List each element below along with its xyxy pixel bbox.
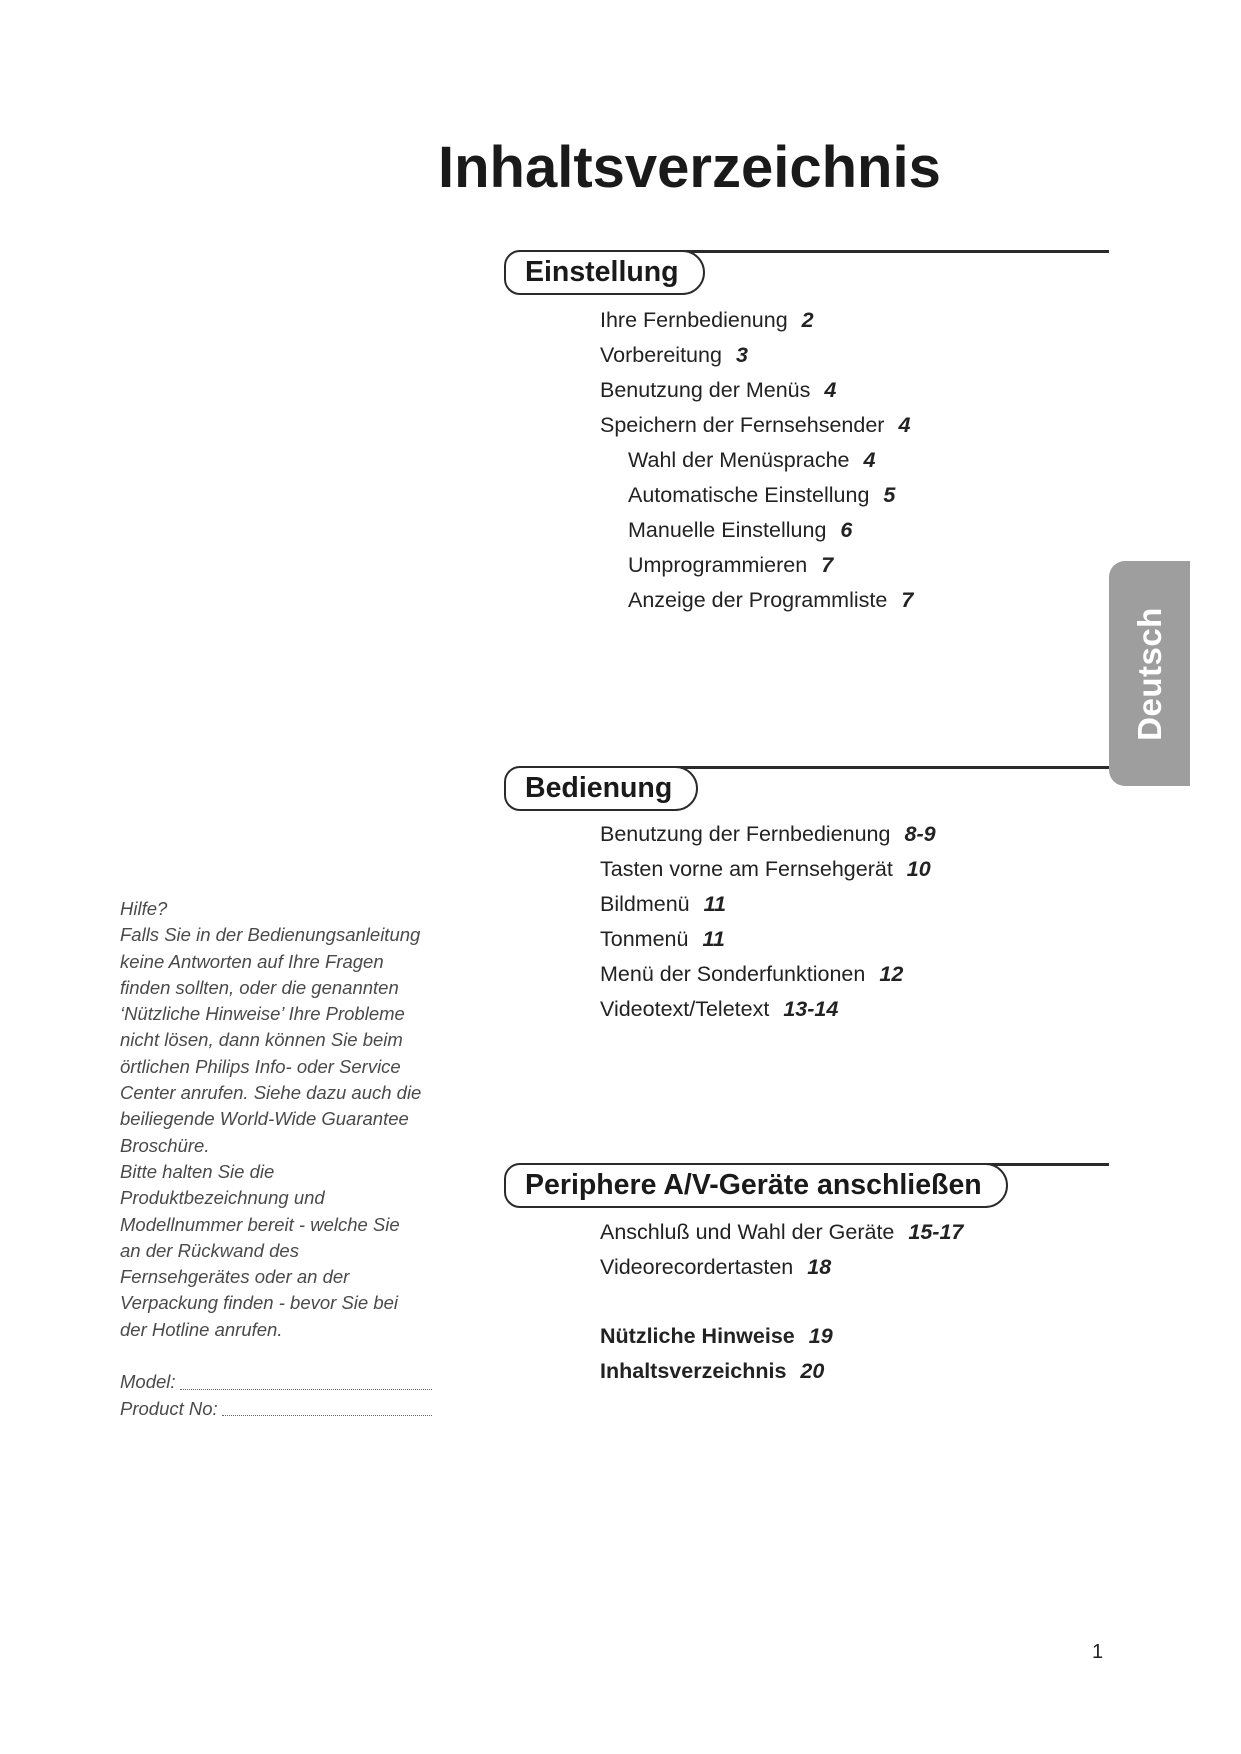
toc-subentry-label: Automatische Einstellung: [628, 483, 870, 507]
help-heading: Hilfe?: [120, 898, 168, 919]
toc-entry: [600, 887, 936, 922]
section-heading-einstellung: Einstellung: [504, 250, 705, 295]
model-dotted-line: [180, 1389, 432, 1390]
section-heading-periphere: Periphere A/V-Geräte anschließen: [504, 1163, 1008, 1208]
toc-entry-label: Tasten vorne am Fernsehgerät: [600, 857, 893, 881]
toc-entry: [600, 1215, 963, 1250]
toc-entry-label: Anschluß und Wahl der Geräte: [600, 1220, 895, 1244]
toc-entry-label: Nützliche Hinweise: [600, 1324, 795, 1348]
help-text-line: Center anrufen. Siehe dazu auch die: [120, 1082, 422, 1104]
toc-subentry-page: 4: [863, 448, 876, 472]
toc-subentry-label: Anzeige der Programmliste: [628, 588, 888, 612]
section-heading-bedienung: Bedienung: [504, 766, 698, 811]
help-text-line: Produktbezeichnung und: [120, 1187, 325, 1209]
toc-entry-page: 3: [735, 343, 748, 367]
toc-entry-page: 13-14: [783, 997, 839, 1021]
toc-subentry-label: Manuelle Einstellung: [628, 518, 827, 542]
toc-entry-label: Videotext/Teletext: [600, 997, 770, 1021]
toc-entry: [600, 957, 936, 992]
help-text-line: Verpackung finden - bevor Sie bei: [120, 1292, 399, 1314]
product-number-field: [120, 1396, 432, 1422]
toc-entry-page: 8-9: [904, 822, 936, 846]
help-text-line: ‘Nützliche Hinweise’ Ihre Probleme: [120, 1003, 405, 1025]
toc-entry-label: Videorecordertasten: [600, 1255, 794, 1279]
toc-subentry-page: 6: [840, 518, 853, 542]
model-label: Model:: [120, 1371, 176, 1393]
toc-entry: [600, 1250, 963, 1285]
toc-entry-page: 18: [807, 1255, 832, 1279]
toc-entry: [600, 852, 936, 887]
help-text-line: Falls Sie in der Bedienungsanleitung: [120, 924, 421, 946]
language-tab: [1109, 561, 1190, 786]
toc-entry-page: 12: [879, 962, 904, 986]
toc-subentry: [600, 443, 913, 478]
help-text-line: örtlichen Philips Info- oder Service: [120, 1055, 401, 1077]
toc-subentry-page: 5: [883, 483, 896, 507]
toc-list-bedienung: [600, 817, 936, 1027]
toc-subentry: [600, 548, 913, 583]
toc-entry-page: 11: [702, 927, 725, 951]
toc-entry-page: 15-17: [908, 1220, 964, 1244]
toc-entry-page: 4: [824, 378, 837, 402]
toc-entry-page: 2: [801, 308, 814, 332]
help-text-line: finden sollten, oder die genannten: [120, 976, 399, 998]
toc-subentry-label: Umprogrammieren: [628, 553, 808, 577]
toc-entry-bold: [600, 1354, 963, 1389]
help-text-line: beiliegende World-Wide Guarantee: [120, 1108, 409, 1130]
toc-entry-page: 4: [898, 413, 911, 437]
toc-list-periphere: [600, 1215, 963, 1389]
help-note: [120, 896, 432, 1422]
toc-subentry-page: 7: [821, 553, 834, 577]
page-title: Inhaltsverzeichnis: [438, 134, 941, 200]
toc-subentry-label: Wahl der Menüsprache: [628, 448, 850, 472]
toc-entry-label: Benutzung der Fernbedienung: [600, 822, 891, 846]
toc-entry: [600, 303, 913, 338]
language-tab-label: Deutsch: [1130, 606, 1168, 741]
help-text-line: an der Rückwand des: [120, 1239, 299, 1261]
toc-entry-page: 11: [703, 892, 726, 916]
toc-entry-bold: [600, 1319, 963, 1354]
help-text-line: der Hotline anrufen.: [120, 1318, 283, 1340]
toc-entry: [600, 817, 936, 852]
toc-subentry: [600, 513, 913, 548]
toc-entry-label: Bildmenü: [600, 892, 690, 916]
toc-subentry: [600, 478, 913, 513]
toc-entry-page: 19: [808, 1324, 833, 1348]
help-text-line: Modellnummer bereit - welche Sie: [120, 1213, 400, 1235]
toc-entry-label: Ihre Fernbedienung: [600, 308, 788, 332]
toc-entry-label: Menü der Sonderfunktionen: [600, 962, 866, 986]
toc-subentry: [600, 583, 913, 618]
help-text-line: nicht lösen, dann können Sie beim: [120, 1029, 403, 1051]
help-text-line: keine Antworten auf Ihre Fragen: [120, 950, 384, 972]
toc-entry: [600, 373, 913, 408]
toc-entry-label: Tonmenü: [600, 927, 689, 951]
toc-entry-label: Vorbereitung: [600, 343, 722, 367]
toc-entry-label: Speichern der Fernsehsender: [600, 413, 885, 437]
toc-entry-label: Benutzung der Menüs: [600, 378, 811, 402]
help-text-line: Fernsehgerätes oder an der: [120, 1266, 350, 1288]
product-number-label: Product No:: [120, 1397, 218, 1419]
toc-entry: [600, 338, 913, 373]
toc-entry: [600, 992, 936, 1027]
toc-entry: [600, 922, 936, 957]
toc-entry-label: Inhaltsverzeichnis: [600, 1359, 787, 1383]
toc-spacer: [600, 1285, 963, 1319]
help-text-line: Bitte halten Sie die: [120, 1160, 275, 1182]
product-number-dotted-line: [222, 1415, 432, 1416]
page-number: 1: [1092, 1641, 1104, 1663]
toc-entry: [600, 408, 913, 443]
model-field: [120, 1369, 432, 1395]
toc-subentry-page: 7: [901, 588, 914, 612]
toc-list-einstellung: [600, 303, 913, 618]
toc-entry-page: 10: [906, 857, 931, 881]
help-text-line: Broschüre.: [120, 1134, 210, 1156]
toc-entry-page: 20: [800, 1359, 825, 1383]
